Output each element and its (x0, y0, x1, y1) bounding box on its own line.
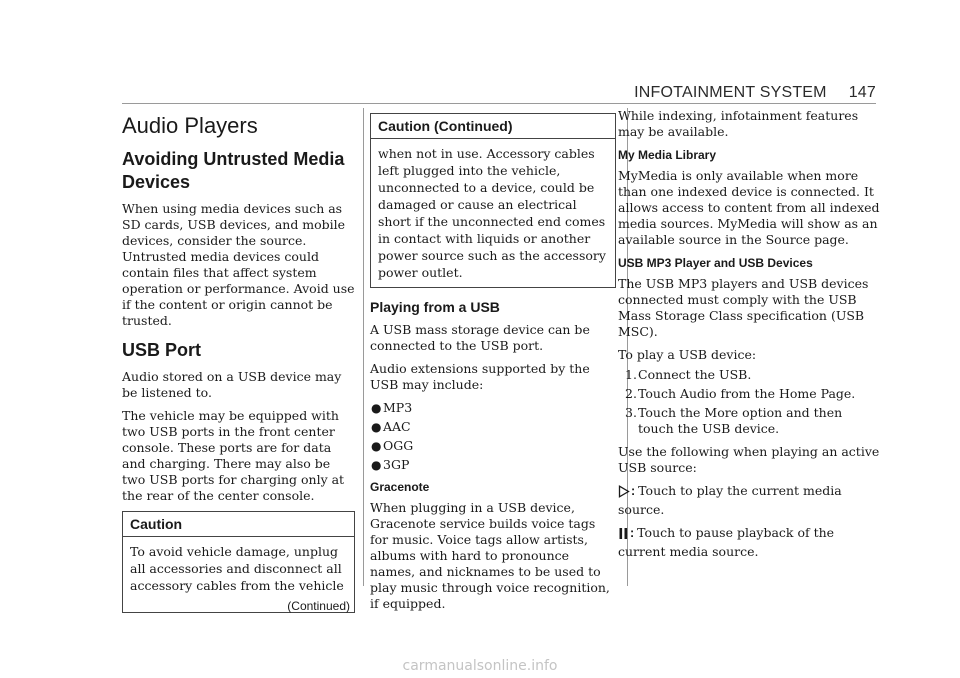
play-icon (618, 485, 630, 502)
section-title: Audio Players (122, 113, 258, 138)
step-number: 1. (625, 367, 637, 382)
step-number: 3. (625, 405, 637, 420)
column-divider (363, 108, 364, 586)
caution-body-continued: when not in use. Accessory cables left plugged into the vehicle, unconnected to a device, could be damaged or cause an electrical short if the unconnected end comes in contact with liquids or another power source such as the accessory power outlet. (378, 146, 606, 280)
step-text: Connect the USB. (638, 367, 752, 382)
list-item (370, 457, 616, 473)
mp3-heading: USB MP3 Player and USB Devices (618, 256, 813, 270)
caution-title: Caution (123, 512, 354, 537)
gracenote-body: When plugging in a USB device, Gracenote service builds voice tags for music. Voice tags allow artists, albums with hard to pronounce names, and nicknames to be used to play music through voice recognition, if equipped. (370, 500, 610, 611)
column-3 (618, 108, 880, 567)
pause-icon (618, 527, 629, 544)
pause-colon: : (630, 526, 635, 540)
page-number: 147 (848, 84, 876, 101)
play-text: Touch to play the current media source. (618, 483, 842, 517)
untrusted-heading: Avoiding Untrusted Media Devices (122, 149, 345, 192)
usb-port-heading: USB Port (122, 340, 202, 360)
step-text: Touch the More option and then touch the USB device. (638, 405, 843, 436)
play-intro: To play a USB device: (618, 347, 757, 362)
playing-paragraph: Audio extensions supported by the USB may include: (370, 361, 590, 392)
caution-body: To avoid vehicle damage, unplug all accessories and disconnect all accessory cables from the vehicle (130, 544, 344, 593)
column-1 (122, 108, 355, 623)
bullet-icon: ● (371, 439, 382, 453)
usb-port-paragraph: The vehicle may be equipped with two USB ports in the front center console. These ports are for data and charging. There may also be two USB ports for charging only at the rear of the center console. (122, 408, 345, 503)
caution-title-continued: Caution (Continued) (371, 114, 615, 139)
header-section-title: INFOTAINMENT SYSTEM (634, 84, 827, 101)
indexing-paragraph: While indexing, infotainment features may be available. (618, 108, 859, 139)
format-label: OGG (383, 438, 414, 453)
pause-text: Touch to pause playback of the current media source. (618, 525, 835, 559)
format-label: AAC (383, 419, 411, 434)
format-label: 3GP (383, 457, 410, 472)
bullet-icon: ● (371, 401, 382, 415)
list-item (370, 438, 616, 454)
my-media-body: MyMedia is only available when more than one indexed device is connected. It allows access to content from all indexed media sources. MyMedia will show as an available source in the Source page. (618, 168, 880, 247)
list-item (618, 405, 880, 437)
step-text: Touch Audio from the Home Page. (638, 386, 856, 401)
column-2 (370, 108, 616, 619)
pause-control-row (618, 525, 880, 560)
list-item (618, 386, 880, 402)
caution-box (122, 511, 355, 613)
bullet-icon: ● (371, 420, 382, 434)
playing-paragraph: A USB mass storage device can be connected to the USB port. (370, 322, 590, 353)
list-item (370, 400, 616, 416)
list-item (618, 367, 880, 383)
bullet-icon: ● (371, 458, 382, 472)
playing-usb-heading: Playing from a USB (370, 299, 500, 315)
mp3-body: The USB MP3 players and USB devices connected must comply with the USB Mass Storage Class specification (USB MSC). (618, 276, 869, 339)
format-list (370, 400, 616, 473)
header-rule (122, 103, 876, 104)
step-number: 2. (625, 386, 637, 401)
steps-list (618, 367, 880, 437)
use-following: Use the following when playing an active USB source: (618, 444, 880, 475)
format-label: MP3 (383, 400, 413, 415)
caution-continued: (Continued) (287, 599, 350, 613)
usb-port-paragraph: Audio stored on a USB device may be listened to. (122, 369, 342, 400)
untrusted-body: When using media devices such as SD cards, USB devices, and mobile devices, consider the source. Untrusted media devices could contain files that affect system operation or performance. Avoid use if the content or origin cannot be trusted. (122, 201, 355, 328)
play-colon: : (631, 484, 636, 498)
caution-box-continued (370, 113, 616, 288)
my-media-heading: My Media Library (618, 148, 717, 162)
play-control-row (618, 483, 880, 518)
gracenote-heading: Gracenote (370, 480, 430, 494)
watermark: carmanualsonline.info (402, 658, 558, 674)
page-header (634, 84, 876, 102)
list-item (370, 419, 616, 435)
